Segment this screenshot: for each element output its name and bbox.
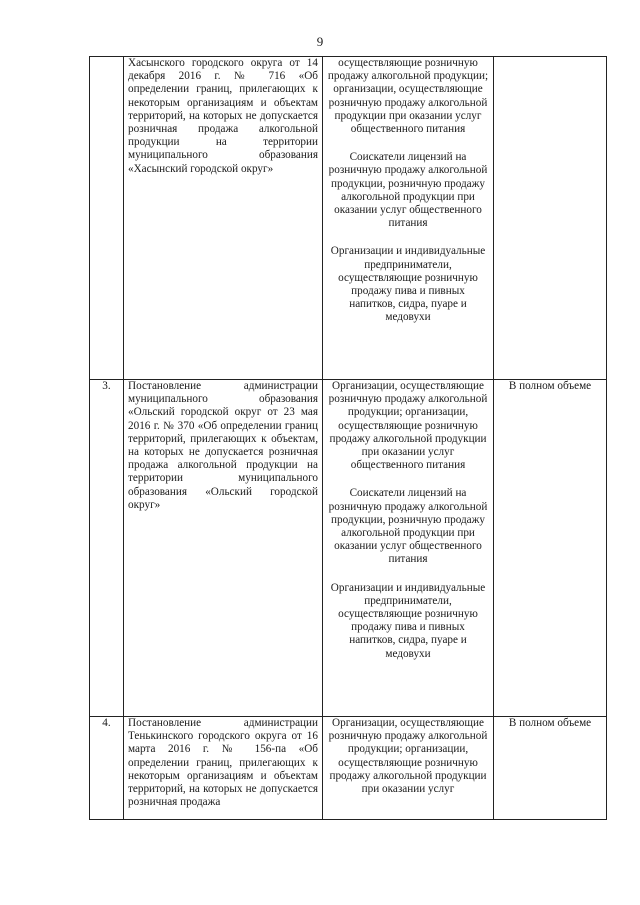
regulations-table	[89, 56, 607, 820]
row-number	[90, 57, 124, 380]
subjects-cell	[323, 380, 494, 717]
subjects-cell	[323, 717, 494, 820]
subject-paragraph: Организации и индивидуальные предприниматели, осуществляющие розничную продажу пива и пивных напитков, сидра, пуаре и медовухи	[330, 581, 486, 660]
row-number: 4.	[90, 717, 124, 820]
subject-paragraph: Организации, осуществляющие розничную продажу алкогольной продукции; организации, осуществляющие розничную продажу алкогольной продукции при оказании услуг	[328, 717, 488, 796]
legal-act-cell: Хасынского городского округа от 14 декабря 2016 г. № 716 «Об определении границ, прилегающих к некоторым организациям и объектам территорий, на которых не допускается розничная продажа алкогольной продукции на территории муниципального образования «Хасынский городской округ»	[124, 57, 323, 380]
scope-cell: В полном объеме	[494, 380, 607, 717]
subject-paragraph: Организации и индивидуальные предприниматели, осуществляющие розничную продажу пива и пивных напитков, сидра, пуаре и медовухи	[330, 245, 486, 324]
scope-cell	[494, 57, 607, 380]
table-row	[90, 717, 607, 820]
subject-paragraph: Организации, осуществляющие розничную продажу алкогольной продукции; организации, осуществляющие розничную продажу алкогольной продукции при оказании услуг общественного питания	[328, 380, 488, 472]
legal-act-cell: Постановление администрации муниципального образования «Ольский городской округ от 23 мая 2016 г. № 370 «Об определении границ территорий, прилегающих к объектам, на которых не допускается розничная продажа алкогольной продукции на территории муниципального образования «Ольский городской округ»	[124, 380, 323, 717]
legal-act-cell: Постановление администрации Тенькинского городского округа от 16 марта 2016 г. № 156-па «Об определении границ, прилегающих к некоторым организациям и объектам территорий, на которых не допускается розничная продажа	[124, 717, 323, 820]
subjects-cell	[323, 57, 494, 380]
subject-paragraph: осуществляющие розничную продажу алкогольной продукции; организации, осуществляющие розничную продажу алкогольной продукции при оказании услуг общественного питания	[327, 57, 489, 136]
scope-cell: В полном объеме	[494, 717, 607, 820]
table-row	[90, 57, 607, 380]
subject-paragraph: Соискатели лицензий на розничную продажу алкогольной продукции, розничную продажу алкогольной продукции при оказании услуг общественного питания	[328, 151, 488, 230]
page-number: 9	[316, 34, 324, 49]
subject-paragraph: Соискатели лицензий на розничную продажу алкогольной продукции, розничную продажу алкогольной продукции при оказании услуг общественного питания	[328, 487, 488, 566]
table-row	[90, 380, 607, 717]
row-number: 3.	[90, 380, 124, 717]
